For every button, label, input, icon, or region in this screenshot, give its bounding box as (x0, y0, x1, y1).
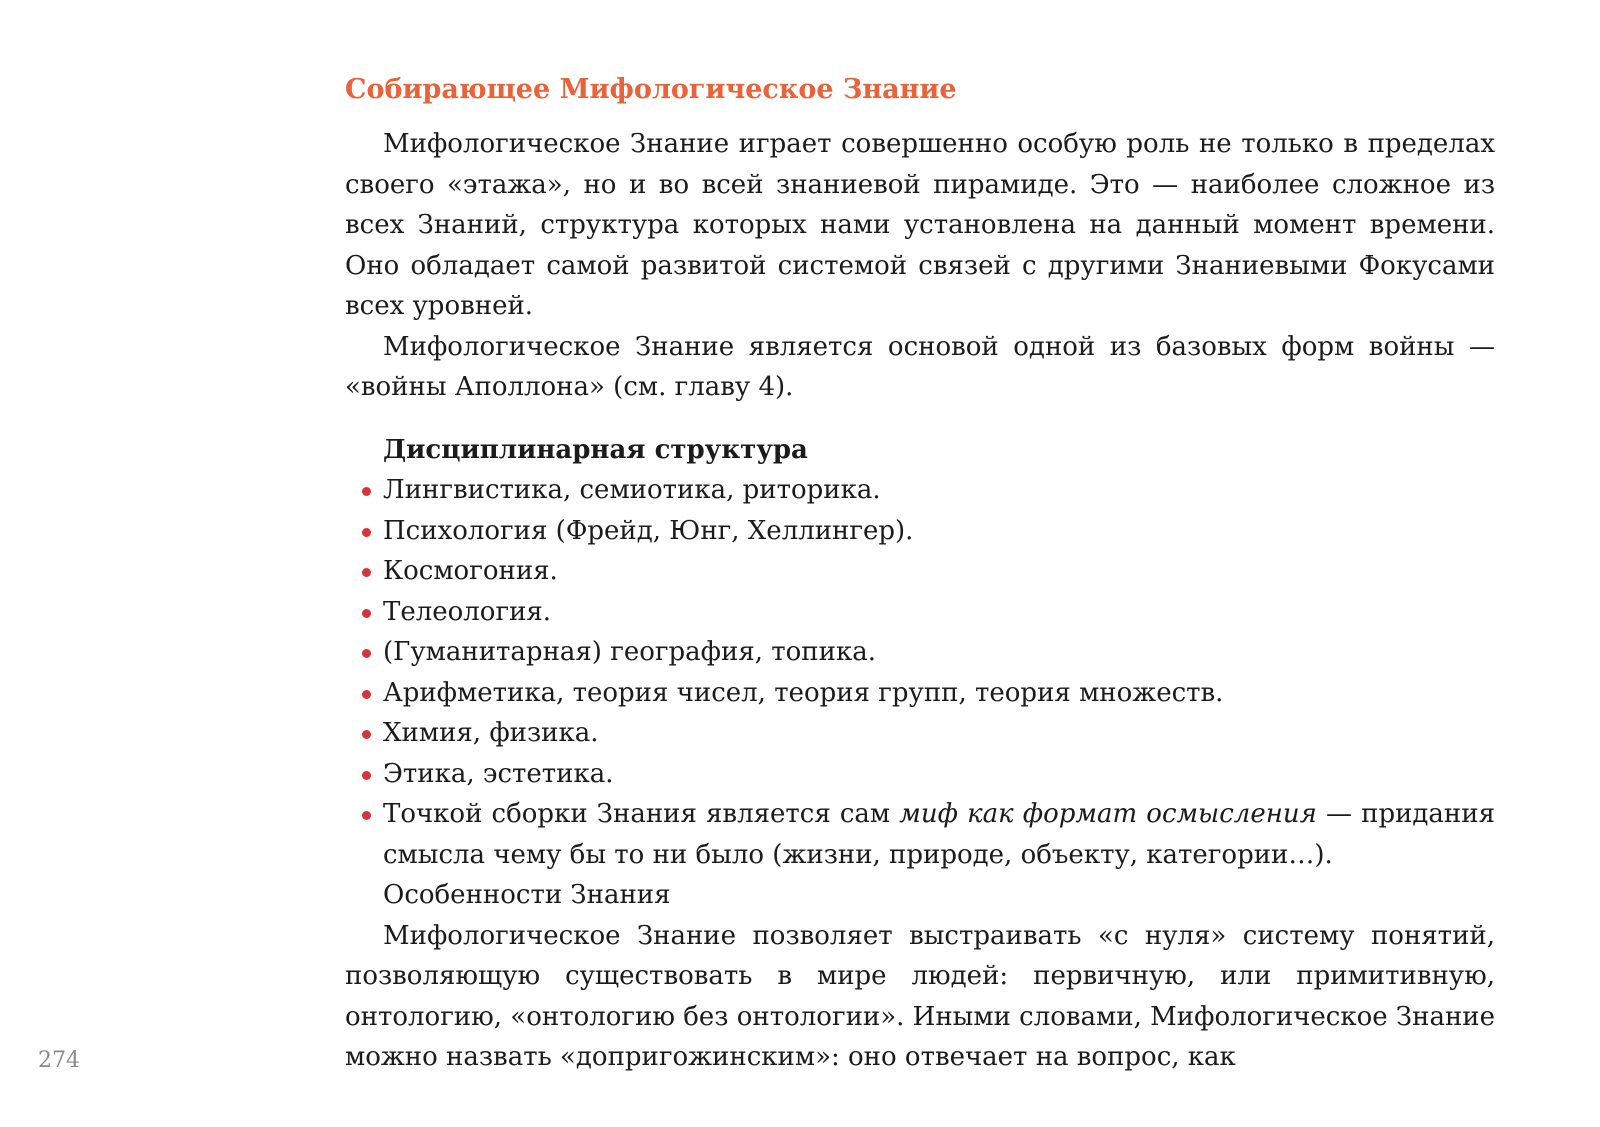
discipline-heading: Дисциплинарная структура (383, 434, 808, 465)
war-paragraph: Мифологическое Знание является основой одной из базовых форм войны — «войны Аполлона» (см. главу 4). (345, 331, 1495, 402)
list-item: Психология (Фрейд, Юнг, Хеллингер). (345, 511, 1495, 552)
list-item: (Гуманитарная) география, топика. (345, 632, 1495, 673)
closing-paragraph: Мифологическое Знание позволяет выстраивать «с нуля» систему понятий, позволяющую существовать в мире людей: первичную, или примитивную, онтологию, «онтологию без онтологии». Иными словами, Мифологическое Знание можно назвать «допригожинским»: оно отвечает на вопрос, как (345, 920, 1495, 1072)
emphasis-text: миф как формат осмысления (899, 799, 1317, 829)
list-item: Арифметика, теория чисел, теория групп, теория множеств. (345, 673, 1495, 714)
intro-paragraph: Мифологическое Знание играет совершенно особую роль не только в пределах своего «этажа», но и во всей знаниевой пирамиде. Это — наиболее сложное из всех Знаний, структура которых нами установлена на данный момент времени. Оно обладает самой развитой системой связей с другими Знаниевыми Фокусами всех уровней. (345, 129, 1495, 321)
discipline-list (345, 470, 1495, 875)
page-number: 274 (38, 1048, 80, 1073)
bullet-icon (362, 811, 371, 820)
features-heading: Особенности Знания (383, 880, 671, 910)
bullet-icon (362, 771, 371, 780)
bullet-icon (362, 528, 371, 537)
list-item: Лингвистика, семиотика, риторика. (345, 470, 1495, 511)
list-item: Этика, эстетика. (345, 754, 1495, 795)
bullet-icon (362, 730, 371, 739)
bullet-icon (362, 487, 371, 496)
list-item: Телеология. (345, 592, 1495, 633)
bullet-icon (362, 690, 371, 699)
assembly-point-item: Точкой сборки Знания является сам миф как формат осмысления — придания смысла чему бы то ни было (жизни, природе, объекту, категории…). (345, 794, 1495, 875)
bullet-icon (362, 649, 371, 658)
list-item: Химия, физика. (345, 713, 1495, 754)
bullet-icon (362, 609, 371, 618)
text-column (345, 70, 1495, 1078)
bullet-icon (362, 568, 371, 577)
list-item: Космогония. (345, 551, 1495, 592)
section-title: Собирающее Мифологическое Знание (345, 74, 957, 105)
